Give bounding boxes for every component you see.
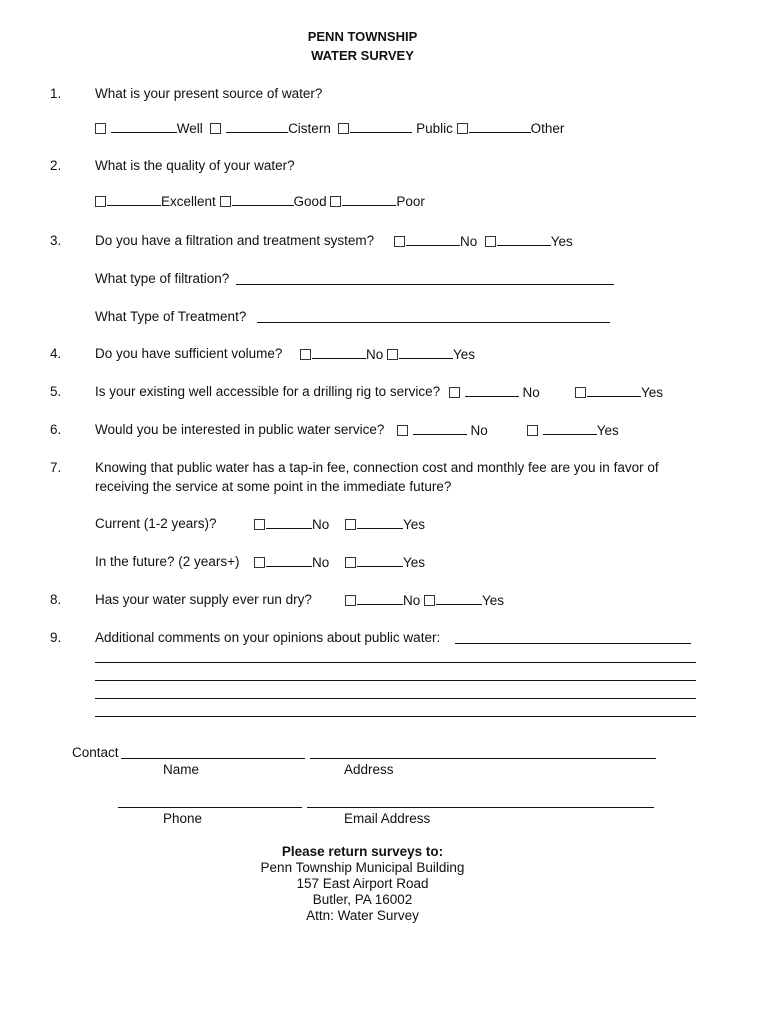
yes-checkbox[interactable] — [345, 557, 356, 568]
yes-label: Yes — [453, 347, 476, 362]
comments-input-line[interactable] — [95, 698, 696, 699]
question-number: 6. — [50, 422, 62, 437]
question-text: Is your existing well accessible for a drilling rig to service? — [95, 384, 441, 399]
public-checkbox[interactable] — [338, 123, 349, 134]
yes-label: Yes — [596, 423, 619, 438]
comments-input-line[interactable] — [95, 680, 696, 681]
no-checkbox[interactable] — [254, 557, 265, 568]
survey-title-line2: WATER SURVEY — [311, 48, 414, 63]
no-checkbox[interactable] — [449, 387, 460, 398]
no-blank[interactable] — [357, 592, 403, 605]
yes-label: Yes — [550, 234, 573, 249]
question-number: 1. — [50, 86, 62, 101]
well-checkbox[interactable] — [95, 123, 106, 134]
no-blank[interactable] — [406, 233, 460, 246]
question-text: Do you have a filtration and treatment system? — [95, 233, 375, 248]
yes-checkbox[interactable] — [345, 519, 356, 530]
option-label: Poor — [396, 194, 425, 209]
q8-options — [345, 592, 504, 609]
no-blank[interactable] — [266, 516, 312, 529]
other-blank[interactable] — [469, 120, 531, 133]
question-text-line2: receiving the service at some point in the immediate future? — [95, 479, 452, 494]
no-blank[interactable] — [266, 554, 312, 567]
comments-input-line[interactable] — [95, 662, 696, 663]
question-text: What is the quality of your water? — [95, 158, 295, 173]
future-options — [254, 554, 329, 571]
no-label: No — [403, 593, 421, 608]
option-label: Other — [530, 121, 565, 136]
question-text: Would you be interested in public water service? — [95, 422, 385, 437]
good-blank[interactable] — [232, 193, 294, 206]
q3-options — [394, 233, 573, 250]
yes-blank[interactable] — [587, 384, 641, 397]
treatment-input[interactable] — [257, 322, 610, 323]
yes-blank[interactable] — [357, 516, 403, 529]
question-text: Additional comments on your opinions about public water: — [95, 630, 441, 645]
no-label: No — [312, 517, 330, 532]
no-blank[interactable] — [465, 384, 519, 397]
yes-checkbox[interactable] — [424, 595, 435, 606]
question-text-line1: Knowing that public water has a tap-in fee, connection cost and monthly fee are you in favor of — [95, 460, 659, 475]
question-number: 2. — [50, 158, 62, 173]
no-label: No — [366, 347, 384, 362]
question-text: Has your water supply ever run dry? — [95, 592, 312, 607]
other-checkbox[interactable] — [457, 123, 468, 134]
good-checkbox[interactable] — [220, 196, 231, 207]
question-text: What is your present source of water? — [95, 86, 323, 101]
no-label: No — [466, 423, 488, 438]
yes-blank[interactable] — [497, 233, 551, 246]
option-label: Well — [176, 121, 203, 136]
return-address-line: Penn Township Municipal Building — [260, 860, 465, 875]
future-yes-option — [345, 554, 425, 571]
question-number: 8. — [50, 592, 62, 607]
email-caption: Email Address — [344, 811, 431, 826]
return-address-line: 157 East Airport Road — [296, 876, 429, 891]
yes-blank[interactable] — [357, 554, 403, 567]
no-checkbox[interactable] — [397, 425, 408, 436]
q1-options — [95, 120, 564, 137]
no-label: No — [460, 234, 478, 249]
current-label: Current (1-2 years)? — [95, 516, 217, 531]
yes-checkbox[interactable] — [575, 387, 586, 398]
return-address-line: Butler, PA 16002 — [312, 892, 413, 907]
name-caption: Name — [163, 762, 200, 777]
no-checkbox[interactable] — [394, 236, 405, 247]
filtration-input[interactable] — [236, 284, 614, 285]
question-number: 4. — [50, 346, 62, 361]
return-heading: Please return surveys to: — [281, 844, 444, 859]
question-number: 7. — [50, 460, 62, 475]
excellent-checkbox[interactable] — [95, 196, 106, 207]
no-checkbox[interactable] — [345, 595, 356, 606]
no-checkbox[interactable] — [254, 519, 265, 530]
no-blank[interactable] — [413, 422, 467, 435]
name-input[interactable] — [121, 758, 305, 759]
q2-options — [95, 193, 425, 210]
current-yes-option — [345, 516, 425, 533]
option-label: Good — [293, 194, 327, 209]
poor-blank[interactable] — [342, 193, 396, 206]
question-number: 3. — [50, 233, 62, 248]
phone-caption: Phone — [163, 811, 203, 826]
cistern-blank[interactable] — [226, 120, 288, 133]
yes-checkbox[interactable] — [527, 425, 538, 436]
question-number: 5. — [50, 384, 62, 399]
filtration-label: What type of filtration? — [95, 271, 230, 286]
excellent-blank[interactable] — [107, 193, 161, 206]
yes-checkbox[interactable] — [387, 349, 398, 360]
cistern-checkbox[interactable] — [210, 123, 221, 134]
question-number: 9. — [50, 630, 62, 645]
yes-blank[interactable] — [436, 592, 482, 605]
comments-input-line[interactable] — [455, 643, 691, 644]
treatment-label: What Type of Treatment? — [95, 309, 247, 324]
q5-options — [449, 384, 540, 401]
return-address-line: Attn: Water Survey — [306, 908, 419, 923]
yes-checkbox[interactable] — [485, 236, 496, 247]
option-label: Public — [412, 121, 457, 136]
contact-label: Contact — [72, 745, 119, 760]
yes-label: Yes — [403, 517, 426, 532]
phone-input[interactable] — [118, 807, 302, 808]
address-caption: Address — [344, 762, 394, 777]
q4-options — [300, 346, 475, 363]
option-label: Cistern — [288, 121, 331, 136]
survey-title-line1: PENN TOWNSHIP — [307, 29, 418, 44]
email-input[interactable] — [307, 807, 654, 808]
question-text: Do you have sufficient volume? — [95, 346, 283, 361]
q6-yes-option — [527, 422, 619, 439]
no-label: No — [312, 555, 330, 570]
poor-checkbox[interactable] — [330, 196, 341, 207]
well-blank[interactable] — [111, 120, 177, 133]
q6-options — [397, 422, 488, 439]
address-input[interactable] — [310, 758, 656, 759]
yes-label: Yes — [403, 555, 426, 570]
no-blank[interactable] — [312, 346, 366, 359]
yes-label: Yes — [641, 385, 664, 400]
yes-blank[interactable] — [399, 346, 453, 359]
yes-blank[interactable] — [543, 422, 597, 435]
no-label: No — [518, 385, 540, 400]
future-label: In the future? (2 years+) — [95, 554, 240, 569]
no-checkbox[interactable] — [300, 349, 311, 360]
current-options — [254, 516, 329, 533]
comments-input-line[interactable] — [95, 716, 696, 717]
public-blank[interactable] — [350, 120, 412, 133]
q5-yes-option — [575, 384, 663, 401]
yes-label: Yes — [482, 593, 505, 608]
option-label: Excellent — [161, 194, 216, 209]
